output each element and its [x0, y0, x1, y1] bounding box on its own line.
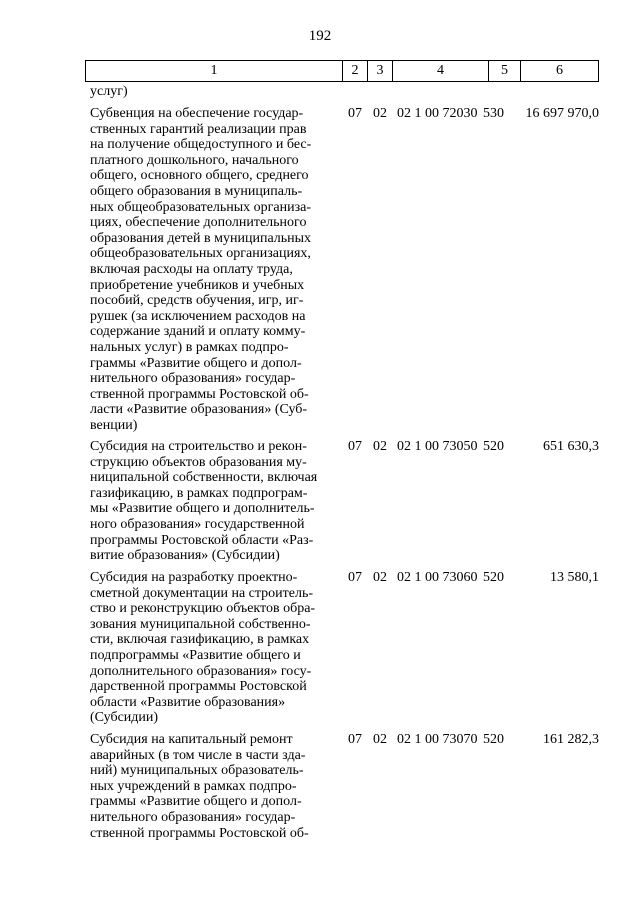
row-rz: 07: [348, 439, 362, 454]
header-col-4: 4: [393, 61, 489, 81]
row-description: Субвенция на обеспечение государ- ственных гарантий реализации прав на получение общедоступного и бес- платного дошкольного, начального общего, основного общего, среднего общего образования в муниципаль- ных общеобразовательных организа- циях, обеспечение дополнительного образования детей в муниципальных общеобразовательных организациях, включая расходы на оплату труда, приобретение учебников и учебных пособий, средств обучения, игр, иг- рушек (за исключением расходов на содержание зданий и оплату комму- нальных услуг) в рамках подпро- граммы «Развитие общего и допол- нительного образования» государ- ственной программы Ростовской об- ласти «Развитие образования» (Суб- венции): [90, 106, 312, 433]
row-sum: 16 697 970,0: [525, 106, 599, 121]
row-pr: 02: [373, 106, 387, 121]
row-sum: 651 630,3: [543, 439, 599, 454]
header-col-5: 5: [489, 61, 521, 81]
row-csr: 02 1 00 73060: [397, 570, 478, 585]
header-col-1: 1: [86, 61, 343, 81]
row-vr: 520: [483, 439, 504, 454]
row-rz: 07: [348, 106, 362, 121]
row-csr: 02 1 00 72030: [397, 106, 478, 121]
row-sum: 161 282,3: [543, 732, 599, 747]
row-description: Субсидия на строительство и рекон- струкцию объектов образования му- ниципальной собственности, включая газификацию, в рамках подпрограм- мы «Развитие общего и дополнитель- ного образования» государственной программы Ростовской области «Раз- витие образования» (Субсидии): [90, 439, 318, 564]
continuation-text: услуг): [90, 84, 128, 99]
row-pr: 02: [373, 439, 387, 454]
row-vr: 520: [483, 570, 504, 585]
page-number: 192: [308, 28, 332, 44]
row-pr: 02: [373, 570, 387, 585]
row-sum: 13 580,1: [550, 570, 599, 585]
header-col-6: 6: [556, 63, 563, 78]
row-csr: 02 1 00 73070: [397, 732, 478, 747]
row-description: Субсидия на капитальный ремонт аварийных (в том числе в части зда- ний) муниципальных образователь- ных учреждений в рамках подпро- граммы «Развитие общего и допол- нительного образования» государ- ственной программы Ростовской об-: [90, 732, 309, 841]
table-header: [85, 60, 599, 82]
row-rz: 07: [348, 570, 362, 585]
row-vr: 530: [483, 106, 504, 121]
header-col-2: 2: [343, 61, 368, 81]
header-col-3: 3: [368, 61, 393, 81]
row-vr: 520: [483, 732, 504, 747]
row-pr: 02: [373, 732, 387, 747]
row-rz: 07: [348, 732, 362, 747]
row-csr: 02 1 00 73050: [397, 439, 478, 454]
row-description: Субсидия на разработку проектно- сметной документации на строитель- ство и реконструкцию объектов обра- зования муниципальной собственно- сти, включая газификацию, в рамках подпрограммы «Развитие общего и дополнительного образования» госу- дарственной программы Ростовской области «Развитие образования» (Субсидии): [90, 570, 316, 726]
